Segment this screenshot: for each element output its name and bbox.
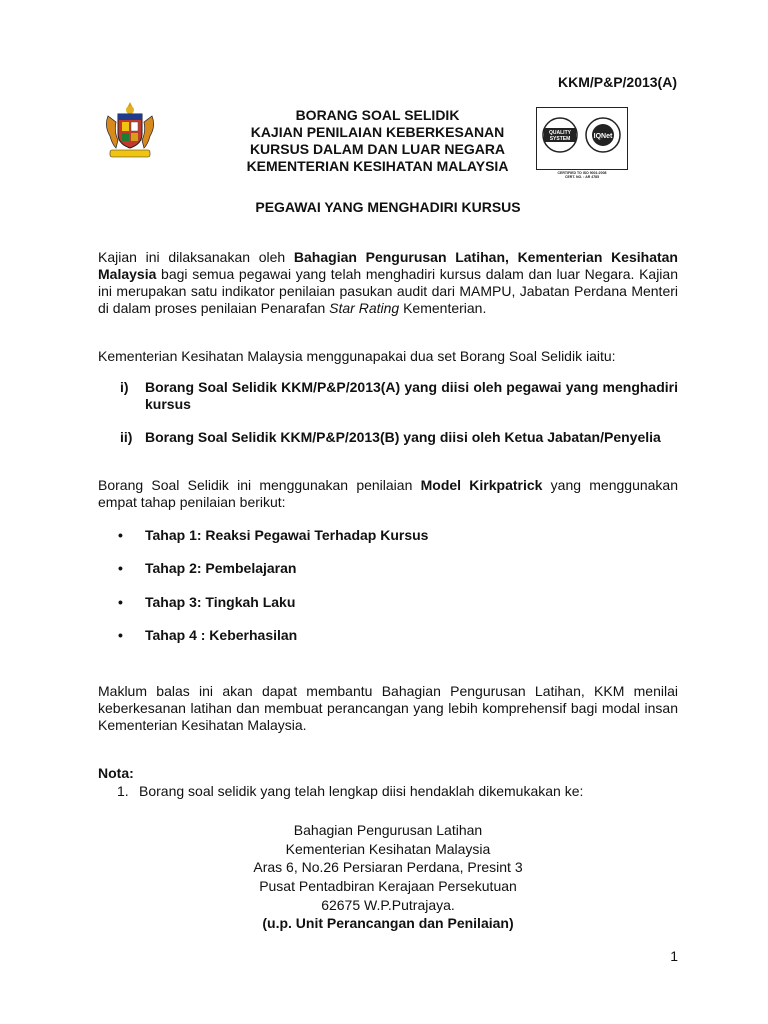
intro-text: Kajian ini dilaksanakan oleh (98, 249, 294, 265)
intro-paragraph (98, 249, 678, 317)
title-line: KURSUS DALAM DAN LUAR NEGARA (249, 141, 506, 157)
iqnet-badge-text: IQNet (593, 133, 613, 140)
cert-footer-line1: CERTIFIED TO ISO 9001:2008 (557, 171, 607, 175)
model-name: Model Kirkpatrick (420, 477, 543, 493)
nota-heading: Nota: (98, 765, 134, 781)
list-text: Borang Soal Selidik KKM/P&P/2013(A) yang diisi oleh pegawai yang menghadiri kursus (145, 379, 678, 412)
level-text: Tahap 2: Pembelajaran (145, 560, 297, 576)
iso-certification-logo (536, 107, 628, 179)
address-attention: (u.p. Unit Perancangan dan Penilaian) (262, 915, 514, 931)
address-line: Pusat Pentadbiran Kerajaan Persekutuan (259, 878, 517, 894)
intro-text: bagi semua pegawai yang telah menghadiri kursus dalam dan luar Negara. Kajian ini merupakan satu indikator penilaian pasukan audit dari MAMPU, Jabatan Perdana Menteri di dalam proses penilaian Penarafan (98, 266, 678, 316)
quality-badge-line1: QUALITY (549, 130, 571, 136)
list-number: i) (120, 379, 129, 395)
bullet-icon: • (118, 527, 123, 543)
bullet-icon: • (118, 627, 123, 643)
list-text: Borang Soal Selidik KKM/P&P/2013(B) yang diisi oleh Ketua Jabatan/Penyelia (145, 429, 661, 445)
title-line: KEMENTERIAN KESIHATAN MALAYSIA (246, 158, 509, 174)
intro-text: Kementerian. (399, 300, 487, 316)
quality-badge-line2: SYSTEM (549, 136, 571, 142)
title-line: BORANG SOAL SELIDIK (295, 107, 460, 123)
star-rating-term: Star Rating (329, 300, 400, 316)
division-name: Bahagian Pengurusan Latihan, Kementerian Kesihatan Malaysia (98, 249, 678, 282)
address-line: Aras 6, No.26 Persiaran Perdana, Presint 3 (253, 859, 523, 875)
bullet-icon: • (118, 594, 123, 610)
nota-item-number: 1. (117, 783, 129, 799)
level-text: Tahap 1: Reaksi Pegawai Terhadap Kursus (145, 527, 429, 543)
level-text: Tahap 3: Tingkah Laku (145, 594, 296, 610)
form-reference-code: KKM/P&P/2013(A) (557, 74, 677, 90)
malaysia-coat-of-arms-icon (102, 100, 158, 162)
address-line: Kementerian Kesihatan Malaysia (285, 841, 491, 857)
address-line: 62675 W.P.Putrajaya. (321, 897, 455, 913)
title-line: KAJIAN PENILAIAN KEBERKESANAN (250, 124, 505, 140)
model-text: Borang Soal Selidik ini menggunakan penilaian (98, 477, 421, 493)
feedback-paragraph: Maklum balas ini akan dapat membantu Bahagian Pengurusan Latihan, KKM menilai keberkesanan latihan dan membuat perancangan yang lebih komprehensif bagi modal insan Kementerian Kesihatan Malaysia. (98, 683, 678, 733)
list-number: ii) (120, 429, 133, 445)
page-number: 1 (670, 948, 678, 964)
address-line: Bahagian Pengurusan Latihan (293, 822, 483, 838)
section-subtitle: PEGAWAI YANG MENGHADIRI KURSUS (255, 199, 521, 215)
bullet-icon: • (118, 560, 123, 576)
cert-footer-line2: CERT. NO. : AR 4785 (564, 175, 600, 179)
level-text: Tahap 4 : Keberhasilan (145, 627, 298, 643)
document-title-block (195, 107, 560, 175)
form-sets-intro: Kementerian Kesihatan Malaysia menggunapakai dua set Borang Soal Selidik iaitu: (98, 348, 616, 364)
model-paragraph (98, 477, 678, 511)
model-text: yang menggunakan empat tahap penilaian berikut: (98, 477, 678, 510)
nota-item-text: Borang soal selidik yang telah lengkap diisi hendaklah dikemukakan ke: (139, 783, 584, 799)
